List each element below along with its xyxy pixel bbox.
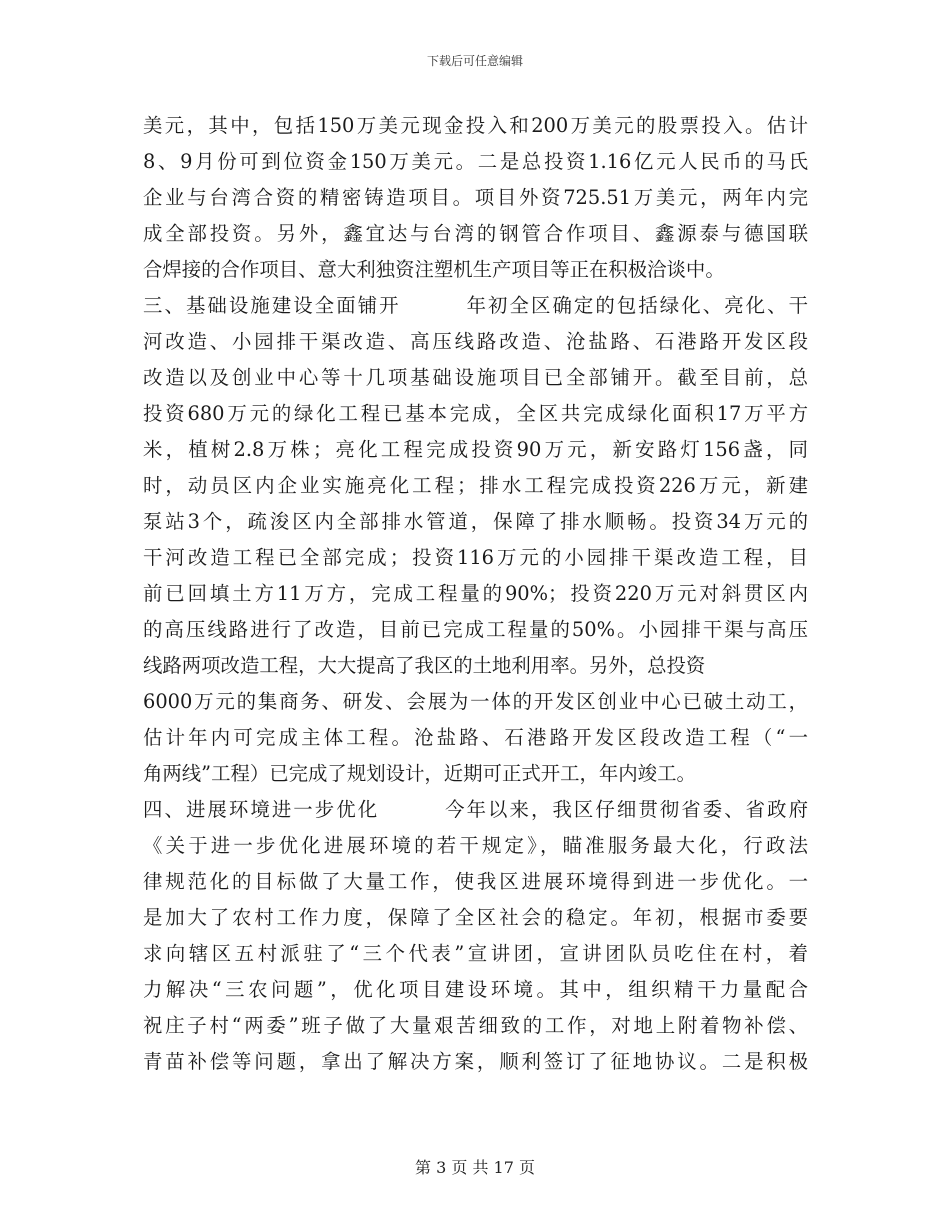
text-line: 前已回填土方11万方，完成工程量的90%；投资220万元对斜贯区内	[143, 582, 808, 605]
text-line: 河改造、小园排干渠改造、高压线路改造、沧盐路、石港路开发区段	[143, 330, 808, 353]
section-heading-line: 四、进展环境进一步优化 今年以来，我区仔细贯彻省委、省政府	[143, 798, 808, 821]
text-line: 企业与台湾合资的精密铸造项目。项目外资725.51万美元，两年内完	[143, 186, 808, 209]
text-line: 改造以及创业中心等十几项基础设施项目已全部铺开。截至目前，总	[143, 366, 808, 389]
text-line: 求向辖区五村派驻了“三个代表”宣讲团，宣讲团队员吃住在村，着	[143, 942, 808, 965]
text-line: 角两线”工程）已完成了规划设计，近期可正式开工，年内竣工。	[143, 762, 696, 785]
text-line: 成全部投资。另外，鑫宜达与台湾的钢管合作项目、鑫源泰与德国联	[143, 222, 808, 245]
page-header: 下载后可任意编辑	[426, 54, 523, 68]
text-line: 投资680万元的绿化工程已基本完成，全区共完成绿化面积17万平方	[143, 402, 808, 425]
text-line: 6000万元的集商务、研发、会展为一体的开发区创业中心已破土动工，	[143, 690, 808, 713]
section-heading-line: 三、基础设施建设全面铺开 年初全区确定的包括绿化、亮化、干	[143, 294, 808, 317]
text-line: 时，动员区内企业实施亮化工程；排水工程完成投资226万元，新建	[143, 474, 808, 497]
document-body	[143, 108, 808, 1080]
text-line: 估计年内可完成主体工程。沧盐路、石港路开发区段改造工程（“一	[143, 726, 808, 749]
text-line: 8、9月份可到位资金150万美元。二是总投资1.16亿元人民币的马氏	[143, 150, 808, 173]
text-line: 祝庄子村“两委”班子做了大量艰苦细致的工作，对地上附着物补偿、	[143, 1014, 808, 1037]
text-line: 律规范化的目标做了大量工作，使我区进展环境得到进一步优化。一	[143, 870, 808, 893]
text-line: 力解决“三农问题”，优化项目建设环境。其中，组织精干力量配合	[143, 978, 808, 1001]
text-line: 泵站3个，疏浚区内全部排水管道，保障了排水顺畅。投资34万元的	[143, 510, 808, 533]
text-line: 的高压线路进行了改造，目前已完成工程量的50%。小园排干渠与高压	[143, 618, 808, 641]
text-line: 合焊接的合作项目、意大利独资注塑机生产项目等正在积极洽谈中。	[143, 258, 725, 281]
text-line: 青苗补偿等问题，拿出了解决方案，顺利签订了征地协议。二是积极	[143, 1050, 808, 1073]
text-line: 干河改造工程已全部完成；投资116万元的小园排干渠改造工程，目	[143, 546, 808, 569]
text-line: 美元，其中，包括150万美元现金投入和200万美元的股票投入。估计	[143, 114, 808, 137]
page-footer: 第 3 页 共 17 页	[415, 1158, 535, 1177]
text-line: 《关于进一步优化进展环境的若干规定》，瞄准服务最大化，行政法	[143, 834, 808, 857]
text-line: 线路两项改造工程，大大提高了我区的土地利用率。另外，总投资	[143, 654, 706, 677]
text-line: 是加大了农村工作力度，保障了全区社会的稳定。年初，根据市委要	[143, 906, 808, 929]
text-line: 米，植树2.8万株；亮化工程完成投资90万元，新安路灯156盏，同	[143, 438, 808, 461]
